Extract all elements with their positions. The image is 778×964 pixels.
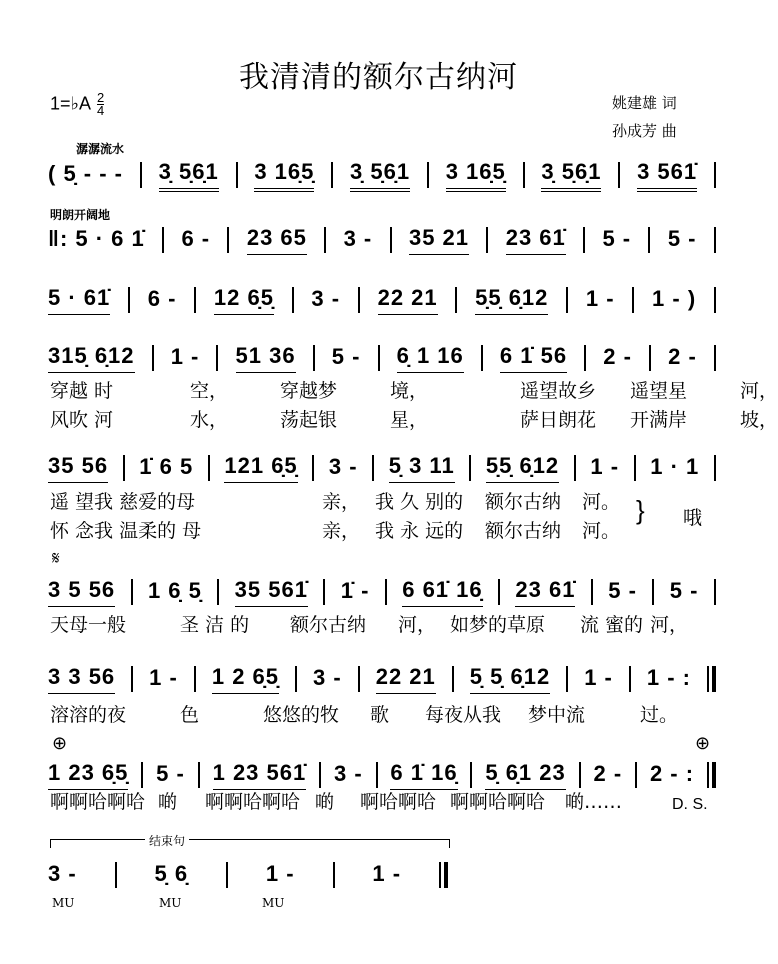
end-bar-line: [714, 162, 716, 188]
measure: 35 21: [409, 225, 469, 255]
measure: 6 -: [181, 225, 211, 251]
bar-line: [162, 227, 164, 253]
measure: 315̣ 6̣12: [48, 343, 135, 373]
bar-line: [131, 579, 133, 605]
lyric-syllable: 河，: [650, 614, 689, 636]
measure: 121 6̣5̣: [224, 453, 297, 483]
lyric-syllable: 啊啊哈啊哈: [50, 791, 146, 813]
measure: 1 -: [585, 285, 615, 311]
lyric-syllable: 额尔古纳: [485, 491, 562, 513]
lyric-syllable: 溶溶的夜: [50, 704, 127, 726]
mu-lyric: MU: [262, 896, 285, 910]
lyric-syllable: 怀 念我 温柔的 母: [50, 520, 202, 542]
bar-line: [194, 666, 196, 692]
lyric-syllable: 亲，: [322, 491, 361, 513]
time-bottom: 4: [97, 103, 105, 118]
lyric-syllable: 啊啊哈啊哈: [205, 791, 301, 813]
lyric-syllable: 荡起银: [280, 409, 338, 431]
lyric-syllable: 额尔古纳: [485, 520, 562, 542]
measure: 1 -: [170, 343, 200, 369]
bar-line: [140, 162, 142, 188]
lyric-syllable: 亲，: [322, 520, 361, 542]
lyric-syllable: 圣 洁 的: [180, 614, 250, 636]
bar-line: [390, 227, 392, 253]
bar-line: [216, 345, 218, 371]
bar-line: [131, 666, 133, 692]
measure: 1 -: [590, 453, 620, 479]
measure: 1 -: [265, 860, 295, 886]
measure: 1 - :: [646, 664, 691, 690]
segno-sign: 𝄋: [52, 548, 60, 568]
measure: 1 6̣ 5̣: [147, 577, 202, 603]
measure: 3 -: [333, 760, 363, 786]
measure: 2 - :: [649, 760, 695, 786]
lyric-syllable: 开满岸: [630, 409, 688, 431]
bar-line: [566, 666, 568, 692]
measure: 1 -: [372, 860, 402, 886]
bar-line: [591, 579, 593, 605]
music-line: [48, 225, 716, 255]
measure: 12 6̣5̣: [214, 285, 274, 315]
measure: 5 -: [667, 225, 697, 251]
measure: 51 36: [236, 343, 296, 373]
end-bar-line: [714, 455, 716, 481]
bar-line: [141, 762, 143, 788]
measure: 2 -: [593, 760, 623, 786]
bar-line: [566, 287, 568, 313]
measure: 3̣ 5̣6̣1: [350, 159, 410, 192]
lyric-syllable: 过。: [640, 704, 679, 726]
lyric-syllable: 遥 望我 慈爱的母: [50, 491, 196, 513]
bar-line: [470, 762, 472, 788]
measure: 1̇ 6 5: [139, 453, 194, 479]
bar-line: [452, 666, 454, 692]
song-title: 我清清的额尔古纳河: [239, 60, 518, 95]
measure: 5̣ 3 11: [389, 453, 455, 483]
bar-line: [331, 162, 333, 188]
bar-line: [194, 287, 196, 313]
bar-line: [486, 227, 488, 253]
measure: 5 -: [156, 760, 185, 786]
lyric-syllable: 我 永 远的: [375, 520, 464, 542]
bar-line: [634, 455, 636, 481]
measure: 3 -: [328, 453, 358, 479]
lyric-syllable: 遥望星: [630, 380, 688, 402]
lyric-syllable: 穿越梦: [280, 380, 338, 402]
measure: 3 -: [48, 860, 77, 886]
bar-line: [584, 345, 586, 371]
lyric-syllable: 如梦的草原: [450, 614, 546, 636]
bar-line: [152, 345, 154, 371]
measure: 1 -: [149, 664, 178, 690]
measure: 6 1̇ 56: [500, 343, 567, 373]
bar-line: [635, 762, 637, 788]
end-bar-line: [707, 666, 716, 692]
measure: 1 - ): [652, 285, 697, 311]
music-line: [48, 160, 716, 190]
lyric-syllable: 流 蜜的: [580, 614, 644, 636]
measure: 1 2 6̣5̣: [212, 664, 279, 694]
mu-lyric: MU: [159, 896, 182, 910]
time-top: 2: [97, 90, 105, 105]
lyric-syllable: 我 久 别的: [375, 491, 464, 513]
measure: 6̣ 1 16: [397, 343, 464, 373]
lyric-syllable: 空，: [190, 380, 229, 402]
tempo-marking-verse: 明朗开阔地: [50, 208, 111, 222]
bar-line: [579, 762, 581, 788]
end-bar-line: [714, 579, 716, 605]
bar-line: [618, 162, 620, 188]
lyric-syllable: 啊啊哈啊哈: [450, 791, 546, 813]
measure: 3 -: [343, 225, 373, 251]
bar-line: [385, 579, 387, 605]
measure: 6 61̇ 16̣: [402, 577, 482, 607]
bar-line: [323, 579, 325, 605]
lyric-syllable: 河。: [582, 520, 621, 542]
end-bar-line: [714, 287, 716, 313]
measure: 1 -: [584, 664, 613, 690]
key-signature: [50, 92, 104, 117]
measure: 1 23 561̇: [213, 760, 307, 790]
measure: 3 -: [313, 664, 342, 690]
music-line: [48, 453, 716, 483]
measure: 3 561̇: [637, 159, 697, 192]
lyric-syllable: 额尔古纳: [290, 614, 367, 636]
lyric-syllable: 遥望故乡: [520, 380, 597, 402]
coda-sign: ⊕: [52, 733, 68, 753]
measure: 23 65: [247, 225, 307, 255]
lyricist: 姚建雄 词: [612, 94, 677, 112]
lyric-syllable: 啲: [315, 791, 335, 813]
bar-line: [236, 162, 238, 188]
measure: 23 61̇: [515, 577, 575, 607]
end-bar-line: [439, 862, 448, 888]
bar-line: [498, 579, 500, 605]
measure: ( 5̣ - - -: [48, 160, 123, 186]
lyric-syllable: 每夜从我: [425, 704, 502, 726]
bar-line: [376, 762, 378, 788]
measure: 3 -: [311, 285, 341, 311]
measure: 3 16̣5̣: [254, 159, 314, 192]
bar-line: [128, 287, 130, 313]
bar-line: [481, 345, 483, 371]
coda-sign-end: ⊕: [695, 733, 711, 753]
measure: 5̣ 5̣ 6̣12: [470, 664, 550, 694]
lyric-syllable: 星，: [390, 409, 429, 431]
bar-line: [292, 287, 294, 313]
bar-line: [652, 579, 654, 605]
music-line: [48, 343, 716, 373]
bar-line: [227, 227, 229, 253]
measure: ‖: 5 · 6 1̇: [48, 225, 145, 251]
measure: 2 -: [668, 343, 697, 369]
lyric-syllable: 萨日朗花: [520, 409, 597, 431]
measure: 3 5 56: [48, 577, 115, 607]
bar-line: [312, 455, 314, 481]
measure: 5̣5̣ 6̣12: [475, 285, 548, 315]
music-line: [48, 860, 448, 890]
measure: 23 61̇: [506, 225, 566, 255]
key: 1=♭A: [50, 93, 92, 114]
measure: 3 3 56: [48, 664, 115, 694]
lyric-syllable: 啲: [158, 791, 178, 813]
lyric-syllable: 河。: [582, 491, 621, 513]
bar-line: [378, 345, 380, 371]
measure: 6 1̇ 16̣: [390, 760, 457, 790]
measure: 5 -: [669, 577, 699, 603]
bar-line: [217, 579, 219, 605]
mu-lyric: MU: [52, 896, 75, 910]
measure: 35 56: [48, 453, 108, 483]
measure: 5̣ 6̣1 23: [485, 760, 565, 790]
bar-line: [324, 227, 326, 253]
lyric-syllable: 河，: [740, 380, 778, 402]
bar-line: [574, 455, 576, 481]
measure: 1 · 1: [650, 453, 700, 479]
lyric-syllable: 梦中流: [528, 704, 586, 726]
lyric-syllable: 坡，: [740, 409, 778, 431]
bar-line: [583, 227, 585, 253]
bar-line: [629, 666, 631, 692]
measure: 3̣ 5̣6̣1: [159, 159, 219, 192]
bar-line: [455, 287, 457, 313]
bar-line: [523, 162, 525, 188]
bar-line: [632, 287, 634, 313]
bar-line: [427, 162, 429, 188]
measure: 5 -: [331, 343, 361, 369]
bar-line: [372, 455, 374, 481]
lyric-syllable: 穿越 时: [50, 380, 114, 402]
lyric-syllable: 河，: [398, 614, 437, 636]
bar-line: [648, 227, 650, 253]
bar-line: [208, 455, 210, 481]
lyric-syllable: 天母一般: [50, 614, 127, 636]
oh-lyric: 哦: [683, 508, 703, 529]
music-line: [48, 285, 716, 315]
bar-line: [115, 862, 117, 888]
bar-line: [226, 862, 228, 888]
bar-line: [358, 287, 360, 313]
measure: 3 16̣5̣: [446, 159, 506, 192]
measure: 22 21: [376, 664, 436, 694]
bar-line: [313, 345, 315, 371]
measure: 1 23 6̣5̣: [48, 760, 128, 790]
lyric-syllable: 境，: [390, 380, 429, 402]
bar-line: [295, 666, 297, 692]
bar-line: [333, 862, 335, 888]
ending-bracket: [50, 839, 450, 848]
lyric-syllable: 啊哈啊哈: [360, 791, 437, 813]
end-bar-line: [714, 227, 716, 253]
ending-label: 结束句: [145, 832, 189, 849]
brace: }: [636, 495, 645, 525]
dal-segno: D. S.: [672, 796, 708, 813]
time-signature: [97, 92, 104, 117]
lyric-syllable: 啲……: [565, 791, 623, 813]
measure: 1̇ -: [340, 577, 370, 603]
measure: 5̣ 6̣: [154, 860, 189, 886]
lyric-syllable: 歌: [370, 704, 390, 726]
measure: 22 21: [378, 285, 438, 315]
bar-line: [198, 762, 200, 788]
end-bar-line: [714, 345, 716, 371]
measure: 3̣ 5̣6̣1: [541, 159, 601, 192]
tempo-marking-intro: 潺潺流水: [76, 142, 125, 156]
measure: 5 · 61̇: [48, 285, 110, 315]
bar-line: [358, 666, 360, 692]
measure: 5̣5̣ 6̣12: [486, 453, 559, 483]
measure: 5 -: [608, 577, 637, 603]
lyric-syllable: 水，: [190, 409, 229, 431]
measure: 35 561̇: [235, 577, 308, 607]
bar-line: [123, 455, 125, 481]
music-line: [48, 760, 716, 790]
bar-line: [649, 345, 651, 371]
bar-line: [319, 762, 321, 788]
measure: 2 -: [603, 343, 632, 369]
lyric-syllable: 风吹 河: [50, 409, 114, 431]
music-line: [48, 577, 716, 607]
measure: 5 -: [602, 225, 632, 251]
music-line: [48, 664, 716, 694]
lyric-syllable: 色: [180, 704, 200, 726]
lyric-syllable: 悠悠的牧: [263, 704, 340, 726]
composer: 孙成芳 曲: [612, 122, 677, 140]
bar-line: [469, 455, 471, 481]
end-bar-line: [707, 762, 716, 788]
measure: 6 -: [147, 285, 177, 311]
